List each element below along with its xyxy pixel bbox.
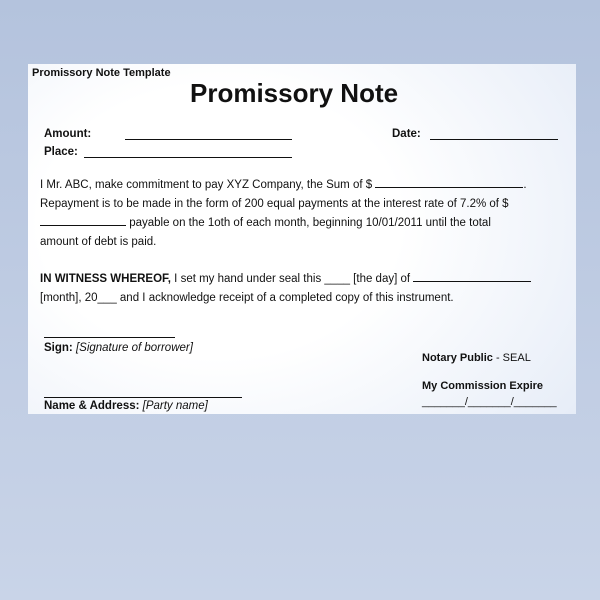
- sum-clause: I Mr. ABC, make commitment to pay XYZ Company, the Sum of $: [40, 179, 373, 191]
- witness-paragraph: [40, 270, 531, 308]
- notary-label: Notary Public: [422, 352, 493, 364]
- place-label: Place:: [44, 146, 78, 158]
- witness-heading: IN WITNESS WHEREOF,: [40, 273, 171, 285]
- repayment-clause: Repayment is to be made in the form of 200 equal payments at the interest rate of 7.2% of $: [40, 198, 509, 210]
- acknowledge-clause: [month], 20___ and I acknowledge receipt of a completed copy of this instrument.: [40, 292, 454, 304]
- payment-clause: payable on the 1oth of each month, beginning 10/01/2011 until the total: [126, 217, 491, 229]
- paragraph-line: [40, 176, 527, 195]
- name-label: Name & Address:: [44, 400, 140, 412]
- sum-period: .: [523, 179, 527, 191]
- notary-caption: [422, 352, 531, 364]
- notary-seal: - SEAL: [492, 352, 531, 364]
- template-label: Promissory Note Template: [32, 67, 171, 79]
- name-address-line: [44, 397, 242, 398]
- paragraph-line: [40, 270, 531, 289]
- payment-amount-line: [40, 215, 126, 226]
- amount-field-line: [125, 139, 292, 140]
- sum-field-line: [375, 177, 523, 188]
- commission-label: My Commission Expire: [422, 380, 544, 392]
- name-hint: [Party name]: [142, 400, 208, 412]
- paragraph-line: [40, 289, 531, 308]
- sign-hint: [Signature of borrower]: [75, 342, 193, 354]
- page-title: Promissory Note: [190, 78, 399, 108]
- date-field-line: [430, 139, 558, 140]
- paragraph-line: [40, 195, 527, 214]
- place-field-line: [84, 157, 292, 158]
- signature-caption: [44, 342, 193, 354]
- signature-line: [44, 337, 175, 338]
- payment-paragraph: [40, 176, 527, 252]
- commission-date: _______/_______/_______: [422, 396, 557, 408]
- amount-label: Amount:: [44, 128, 92, 140]
- date-label: Date:: [392, 128, 421, 140]
- paragraph-line: [40, 214, 527, 233]
- sign-label: Sign:: [44, 342, 73, 354]
- witness-clause: I set my hand under seal this ____ [the day] of: [170, 273, 411, 285]
- paragraph-line: [40, 233, 527, 252]
- name-address-caption: [44, 400, 208, 412]
- witness-day-line: [413, 271, 531, 282]
- debt-clause: amount of debt is paid.: [40, 236, 157, 248]
